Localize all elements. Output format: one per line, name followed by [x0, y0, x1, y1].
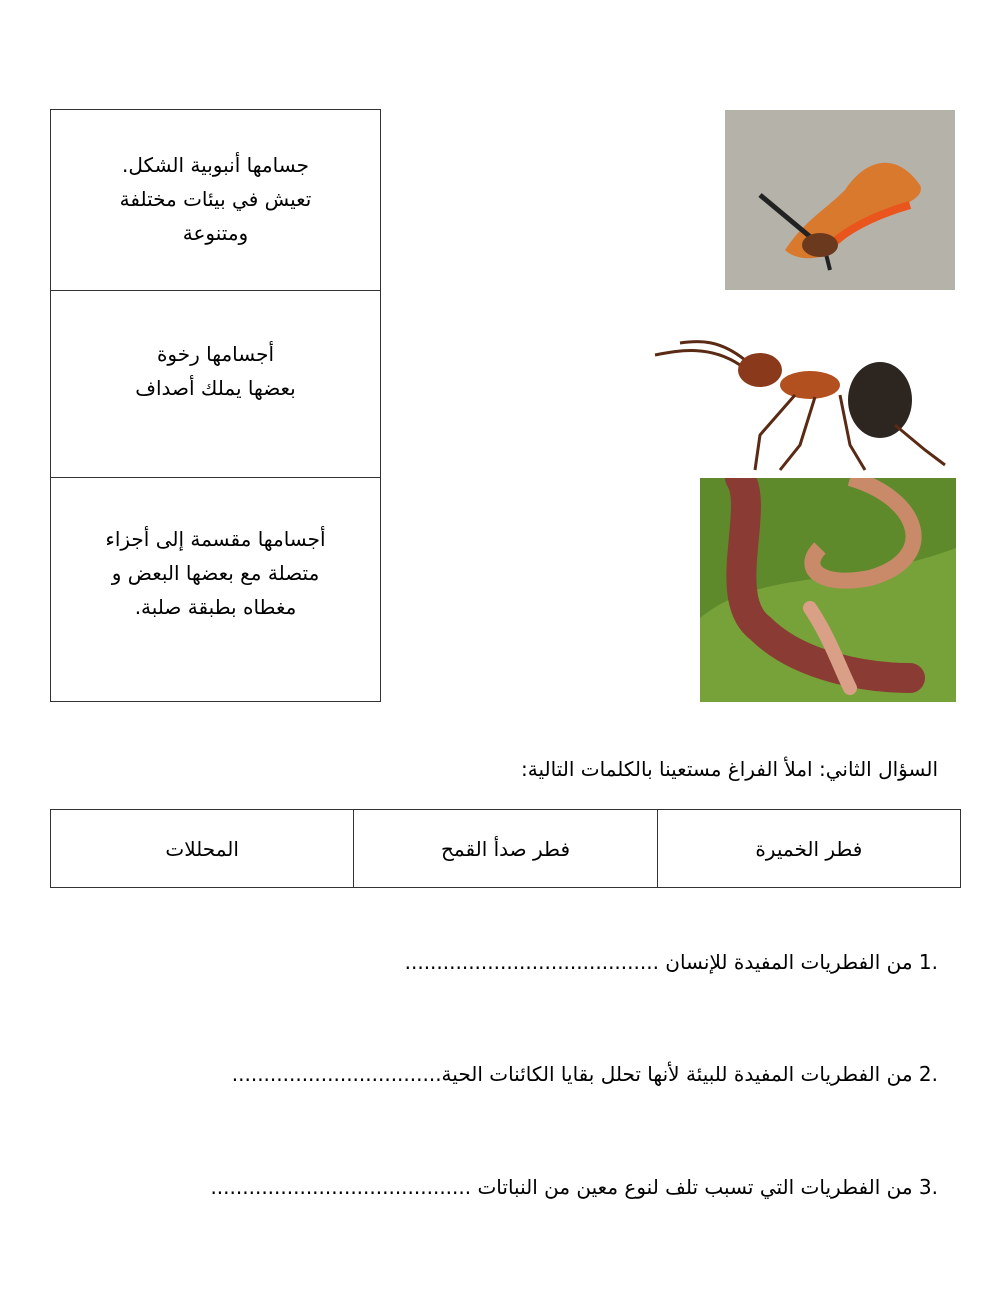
description-cell	[51, 291, 380, 478]
item-number: 3.	[918, 1175, 938, 1199]
description-text: أجسامها رخوة بعضها يملك أصداف	[135, 342, 296, 400]
ant-image	[650, 335, 950, 475]
word-bank-item: فطر صدأ القمح	[353, 810, 656, 887]
fill-blank-item[interactable]	[232, 1062, 938, 1086]
fill-blank-item[interactable]	[405, 950, 938, 974]
fill-blank-item[interactable]	[210, 1175, 938, 1199]
item-text: من الفطريات المفيدة للبيئة لأنها تحلل بقايا الكائنات الحية.................................	[231, 1062, 913, 1086]
description-cell	[51, 478, 380, 701]
word-bank-item: فطر الخميرة	[657, 810, 960, 887]
description-text: أجسامها مقسمة إلى أجزاء متصلة مع بعضها البعض و مغطاه بطبقة صلبة.	[105, 527, 326, 619]
earthworm-image	[700, 478, 956, 702]
description-text: جسامها أنبوبية الشكل. تعيش في بيئات مختلفة ومتنوعة	[119, 153, 312, 245]
word-bank	[50, 809, 961, 888]
item-text: من الفطريات التي تسبب تلف لنوع معين من النباتات .........................................	[210, 1175, 913, 1199]
word-bank-item: المحللات	[165, 836, 239, 861]
question-2-title: السؤال الثاني: املأ الفراغ مستعينا بالكلمات التالية:	[521, 757, 938, 781]
slug-image	[725, 110, 955, 290]
descriptions-table	[50, 109, 381, 702]
item-text: من الفطريات المفيدة للإنسان ........................................	[404, 950, 913, 974]
item-number: 2.	[918, 1062, 938, 1086]
item-number: 1.	[918, 950, 938, 974]
description-cell	[51, 110, 380, 291]
